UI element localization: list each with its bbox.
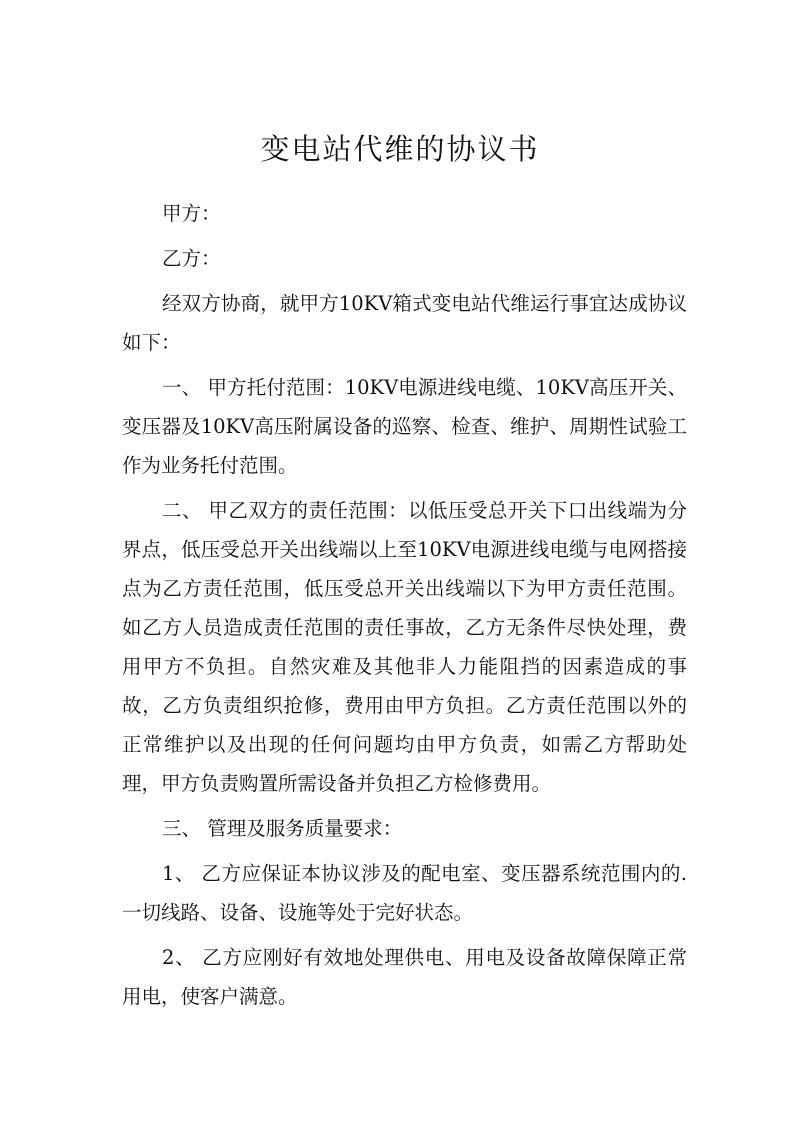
clause-3-item-2: 2、 乙方应刚好有效地处理供电、用电及设备故障保障正常用电，使客户满意。: [122, 946, 687, 1008]
document-body: [122, 194, 687, 1016]
party-a-label: 甲方：: [162, 202, 221, 225]
intro-paragraph: 经双方协商，就甲方10KV箱式变电站代维运行事宜达成协议如下：: [122, 292, 687, 354]
clause-2-responsibility: 二、 甲乙双方的责任范围：以低压受总开关下口出线端为分界点，低压受总开关出线端以上至10KV电源进线电缆与电网搭接点为乙方责任范围，低压受总开关出线端以下为甲方责任范围。如乙方人员造成责任范围的责任事故，乙方无条件尽快处理，费用甲方不负担。自然灾难及其他非人力能阻挡的因素造成的事故，乙方负责组织抢修，费用由甲方负担。乙方责任范围以外的正常维护以及出现的任何问题均由甲方负责，如需乙方帮助处理，甲方负责购置所需设备并负担乙方检修费用。: [122, 499, 687, 795]
document-title: 变电站代维的协议书: [260, 132, 540, 166]
clause-3-item-1: 1、 乙方应保证本协议涉及的配电室、变压器系统范围内的.一切线路、设备、设施等处于完好状态。: [122, 862, 687, 924]
clause-3-heading: 三、 管理及服务质量要求：: [162, 817, 403, 840]
party-b-label: 乙方：: [162, 247, 221, 270]
clause-1-scope: 一、 甲方托付范围：10KV电源进线电缆、10KV高压开关、变压器及10KV高压附属设备的巡察、检查、维护、周期性试验工作为业务托付范围。: [122, 376, 687, 477]
